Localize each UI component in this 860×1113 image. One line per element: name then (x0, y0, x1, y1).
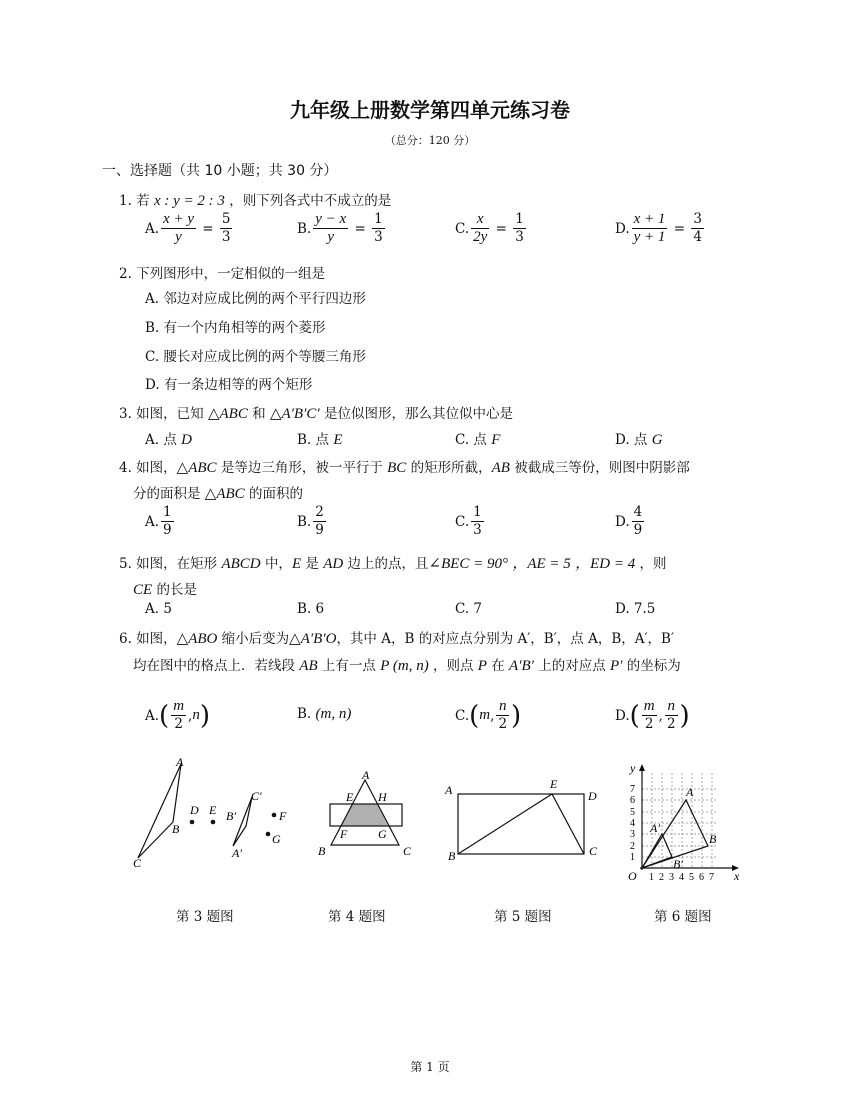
fig3-label-c-prime: C′ (251, 789, 262, 803)
q6-stem-line1: 6. 如图，△ABO 缩小后变为△A′B′O，其中 A，B 的对应点分别为 A′，B′，点 A，B，A′，B′ (119, 631, 675, 647)
fig6-ytick: 2 (630, 841, 635, 852)
fig6-label-b: B (709, 832, 717, 846)
fig3-label-e: E (209, 803, 217, 817)
q2-stem: 2. 下列图形中，一定相似的一组是 (119, 266, 326, 282)
q6-option-d[interactable]: D. ( $\frac{m}{2}$ , $\frac{n}{2}$ ) (615, 698, 690, 732)
fig6-ytick: 5 (630, 807, 635, 818)
q5-stem-line2: CE 的长是 (133, 582, 197, 598)
fig3-label-b-prime: B′ (226, 809, 236, 823)
fig6-label-a-prime: A′ (650, 821, 660, 835)
q4-option-b[interactable]: B. $\frac{2}{9}$ (297, 504, 324, 538)
page-title: 九年级上册数学第四单元练习卷 (290, 98, 570, 122)
fig4-label-e: E (346, 790, 354, 804)
q6-option-b[interactable]: B. (m, n) (297, 706, 352, 722)
fig6-ytick: 3 (630, 829, 635, 840)
q5-option-a[interactable]: A. 5 (145, 601, 172, 617)
fig6-xtick: 4 (679, 872, 684, 883)
fig3-label-b: B (172, 822, 180, 836)
fig5-label-a: A (445, 783, 453, 797)
q2-option-a[interactable]: A. 邻边对应成比例的两个平行四边形 (145, 291, 366, 307)
q1-option-c[interactable]: C. $\frac{x}{2y}$ = $\frac{1}{3}$ (455, 211, 524, 245)
fig5-rectangle (458, 794, 584, 854)
q1-stem: 1. 若 x : y = 2 : 3 ，则下列各式中不成立的是 (119, 193, 392, 209)
q5-option-b[interactable]: B. 6 (297, 601, 325, 617)
q3-option-b[interactable]: B. 点 E (297, 432, 343, 448)
fig6-y-ticks (630, 784, 635, 863)
fig6-xtick: 3 (669, 872, 674, 883)
fig6-ytick: 6 (630, 795, 635, 806)
fig5-segments (458, 794, 584, 854)
q6-option-a[interactable]: A. ( $\frac{m}{2}$ , n ) (145, 698, 210, 732)
q4-option-a[interactable]: A. $\frac{1}{9}$ (145, 504, 172, 538)
fig6-caption: 第 6 题图 (654, 909, 712, 925)
fig3-triangle-abc (138, 764, 181, 858)
fig4-shaded-region (341, 804, 388, 826)
q1-option-d[interactable]: D. $\frac{x + 1}{y + 1}$ = $\frac{3}{4}$ (615, 211, 702, 245)
fig4-caption: 第 4 题图 (328, 909, 386, 925)
fig3-label-d: D (190, 803, 199, 817)
q5-option-d[interactable]: D. 7.5 (615, 601, 656, 617)
fig6-xtick: 1 (649, 872, 654, 883)
fig6-label-a: A (686, 785, 694, 799)
fig3-point-f (272, 813, 277, 818)
q4-option-c[interactable]: C. $\frac{1}{3}$ (455, 504, 482, 538)
fig3-point-g (266, 832, 271, 837)
fig6-xtick: 5 (689, 872, 694, 883)
fig5-label-b: B (448, 849, 456, 863)
fig6-x-ticks (649, 872, 714, 883)
fig6-label-o: O (628, 869, 637, 883)
q1-option-b[interactable]: B. $\frac{y - x}{y}$ = $\frac{1}{3}$ (297, 211, 383, 245)
fig6-ytick: 1 (630, 852, 635, 863)
figure-q3 (0, 750, 860, 910)
q1-ratio: x : y = 2 : 3 (153, 193, 225, 209)
fig5-label-c: C (589, 844, 598, 858)
fig4-label-a: A (362, 768, 370, 782)
fig3-point-e (211, 820, 216, 825)
q5-stem-line1: 5. 如图，在矩形 ABCD 中，E 是 AD 边上的点，且∠BEC = 90° ，AE = 5 ，ED = 4 ，则 (119, 556, 667, 572)
fig3-label-g: G (272, 832, 281, 846)
total-score: （总分：120 分） (384, 134, 476, 147)
fig4-label-f: F (340, 827, 348, 841)
fig6-triangle-abo-prime (642, 834, 672, 868)
q4-stem-line2: 分的面积是 △ABC 的面积的 (133, 486, 303, 502)
q6-stem-line2: 均在图中的格点上．若线段 AB 上有一点 P (m, n) ，则点 P 在 A′B′ 上的对应点 P′ 的坐标为 (133, 658, 681, 674)
q6-option-c[interactable]: C. ( m , $\frac{n}{2}$ ) (455, 698, 522, 732)
q1-option-a[interactable]: A. $\frac{x + y}{y}$ = $\frac{5}{3}$ (145, 211, 231, 245)
fig3-point-d (190, 820, 195, 825)
fig6-label-b-prime: B′ (673, 857, 683, 871)
fig6-xtick: 2 (659, 872, 664, 883)
section-heading: 一、选择题（共 10 小题；共 30 分） (102, 163, 338, 179)
fig3-label-c: C (133, 856, 142, 870)
fig6-ytick: 7 (630, 784, 635, 795)
q5-option-c[interactable]: C. 7 (455, 601, 483, 617)
fig4-label-h: H (378, 790, 387, 804)
fig5-label-d: D (588, 789, 597, 803)
q3-option-a[interactable]: A. 点 D (145, 432, 192, 448)
q3-option-d[interactable]: D. 点 G (615, 432, 663, 448)
fig6-grid (642, 773, 716, 867)
fig6-y-arrow (639, 764, 645, 771)
fig6-label-y: y (630, 761, 636, 775)
fig6-xtick: 6 (699, 872, 704, 883)
fig4-label-b: B (318, 844, 326, 858)
fig3-label-a-prime: A′ (232, 846, 242, 860)
page-number: 第 1 页 (410, 1060, 450, 1074)
q4-option-d[interactable]: D. $\frac{4}{9}$ (615, 504, 643, 538)
q3-stem: 3. 如图，已知 △ABC 和 △A′B′C′ 是位似图形，那么其位似中心是 (119, 406, 513, 422)
fig4-label-g: G (378, 827, 387, 841)
fig3-caption: 第 3 题图 (176, 909, 234, 925)
q2-option-c[interactable]: C. 腰长对应成比例的两个等腰三角形 (145, 349, 366, 365)
fig6-xtick: 7 (709, 872, 714, 883)
q2-option-b[interactable]: B. 有一个内角相等的两个菱形 (145, 320, 326, 336)
q4-stem-line1: 4. 如图，△ABC 是等边三角形，被一平行于 BC 的矩形所截，AB 被截成三等份，则图中阴影部 (119, 460, 690, 476)
q3-option-c[interactable]: C. 点 F (455, 432, 501, 448)
fig3-label-f: F (279, 809, 287, 823)
fig4-label-c: C (403, 844, 412, 858)
fig3-label-a: A (176, 755, 184, 769)
fig5-label-e: E (550, 777, 558, 791)
fig6-label-x: x (734, 869, 740, 883)
fig6-ytick: 4 (630, 818, 635, 829)
fig5-caption: 第 5 题图 (494, 909, 552, 925)
q2-option-d[interactable]: D. 有一条边相等的两个矩形 (145, 377, 313, 393)
